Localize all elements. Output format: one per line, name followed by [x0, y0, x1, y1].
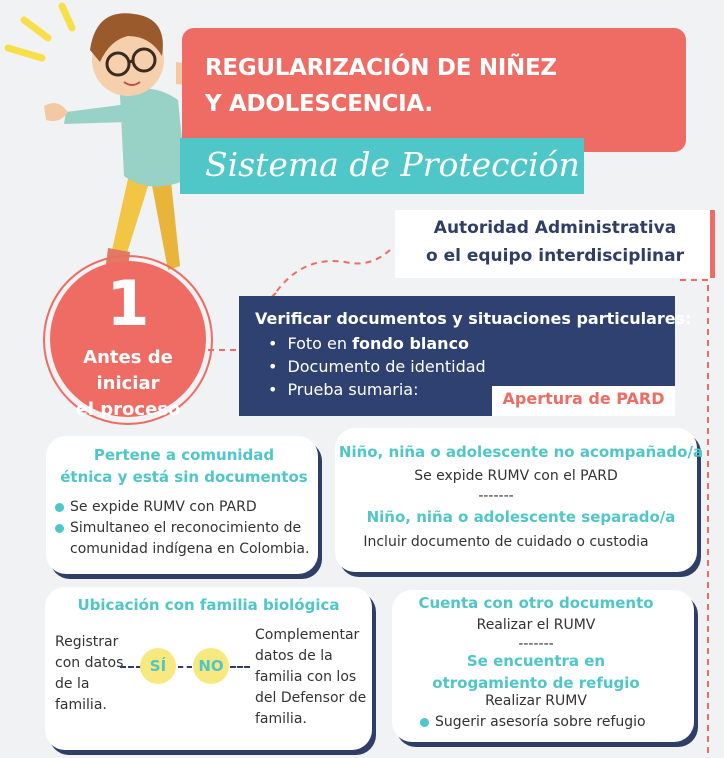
- step-label-line-1: Antes de iniciar: [83, 347, 173, 394]
- card-other-title-2-line-1: Se encuentra en: [466, 652, 606, 670]
- card-family-left-line-4: familia.: [55, 697, 107, 713]
- card-other-text-2: Realizar RUMV: [485, 693, 587, 709]
- title-line-1: REGULARIZACIÓN DE NIÑEZ: [205, 55, 557, 81]
- card-family-right-text: [255, 625, 366, 730]
- card-ethnic-title-line-1: Pertene a comunidad: [93, 446, 275, 464]
- verify-list: [268, 332, 486, 401]
- card-ethnic-title: [50, 444, 318, 488]
- card-other-title-2: [385, 650, 687, 694]
- card-family-left-line-3: de la: [55, 676, 90, 692]
- card-family-left-line-2: con datos: [55, 655, 124, 671]
- card-other-separator: -------: [518, 636, 554, 652]
- card-family-right-line-3: familia con los: [255, 669, 357, 685]
- card-family-right-line-4: del Defensor de: [255, 690, 367, 706]
- card-other-title-1: Cuenta con otro documento: [418, 594, 654, 612]
- card-family-left-text: [55, 632, 123, 716]
- step-label-line-2: el proceso: [75, 399, 181, 420]
- yes-badge: SÍ: [140, 648, 176, 684]
- step-label: [50, 345, 206, 423]
- card-ethnic-bullet-1: [55, 497, 257, 518]
- card-family-right-line-1: Complementar: [255, 627, 360, 643]
- card-ethnic-bullet-2-cont: comunidad indígena en Colombia.: [70, 541, 310, 557]
- card-family-right-line-5: familia.: [255, 711, 307, 727]
- family-dash-middle: [178, 666, 192, 668]
- authority-line-2: o el equipo interdisciplinar: [425, 246, 685, 266]
- verify-item-proof: • Prueba sumaria:: [268, 378, 486, 401]
- family-dash-right: [230, 666, 250, 668]
- pard-label: Apertura de PARD: [502, 389, 665, 408]
- card-other-bullet-text: Sugerir asesoría sobre refugio: [435, 714, 646, 730]
- card-ethnic-bullet-1-text: Se expide RUMV con PARD: [70, 499, 257, 515]
- verify-title: Verificar documentos y situaciones particulares:: [255, 309, 692, 328]
- verify-item-photo-text: Foto en: [287, 334, 353, 353]
- card-family-right-line-2: datos de la: [255, 648, 333, 664]
- verify-item-id: • Documento de identidad: [268, 355, 486, 378]
- authority-line-1: Autoridad Administrativa: [433, 218, 677, 238]
- bullet-dot: [55, 503, 64, 512]
- bullet-dot: [420, 718, 429, 727]
- title-line-2: Y ADOLESCENCIA.: [205, 91, 433, 117]
- no-badge: NO: [193, 648, 229, 684]
- subtitle: Sistema de Protección: [205, 145, 580, 184]
- bullet-dot: [55, 524, 64, 533]
- card-unaccompanied-text-1: Se expide RUMV con el PARD: [414, 468, 618, 484]
- card-unaccompanied-text-2: Incluir documento de cuidado o custodia: [363, 534, 649, 550]
- card-family-left-line-1: Registrar: [55, 634, 119, 650]
- card-unaccompanied-separator: -------: [478, 488, 514, 504]
- card-family-title: Ubicación con familia biológica: [77, 596, 340, 614]
- family-dash-left: [120, 666, 142, 668]
- card-ethnic-title-line-2: étnica y está sin documentos: [60, 468, 308, 486]
- step-number: 1: [106, 267, 150, 340]
- card-other-bullet: [420, 712, 646, 733]
- card-unaccompanied-title-2: Niño, niña o adolescente separado/a: [366, 508, 676, 526]
- verify-item-photo-bold: fondo blanco: [352, 334, 470, 353]
- verify-item-photo: [268, 332, 486, 355]
- card-ethnic-bullet-2: [55, 518, 301, 539]
- card-ethnic-bullet-2-line-1: Simultaneo el reconocimiento de: [70, 520, 302, 536]
- card-other-text-1: Realizar el RUMV: [476, 617, 596, 633]
- card-other-title-2-line-2: otrogamiento de refugio: [432, 674, 640, 692]
- card-unaccompanied-title-1: Niño, niña o adolescente no acompañado/a: [338, 443, 704, 461]
